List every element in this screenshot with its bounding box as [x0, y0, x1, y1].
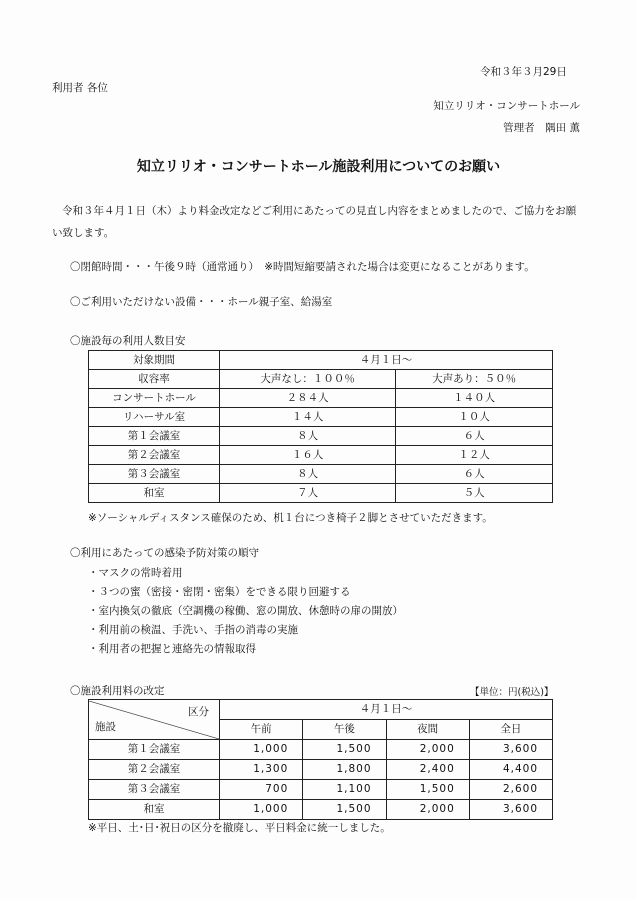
notice-date: 令和３年３月29日 — [480, 66, 567, 78]
capacity-value: ８人 — [220, 465, 396, 484]
fee-corner-cell — [89, 700, 220, 740]
fee-value: 2,000 — [386, 800, 469, 820]
fee-unit: 【単位：円(税込)】 — [470, 687, 554, 698]
rate-no-voice: 大声なし：１００％ — [220, 370, 396, 389]
facility-name: 第１会議室 — [89, 740, 220, 760]
manager-name: 管理者 隅田 薫 — [503, 122, 580, 134]
intro-paragraph: 令和３年４月１日（木）より料金改定などご利用にあたっての見直し内容をまとめましたので、ご協力をお願い致します。 — [52, 205, 577, 239]
table-row — [89, 408, 553, 427]
table-row — [89, 780, 553, 800]
fee-value: 2,600 — [469, 780, 552, 800]
capacity-heading: 〇施設毎の利用人数目安 — [70, 335, 186, 347]
fee-value: 4,400 — [469, 760, 552, 780]
fee-value: 1,000 — [220, 740, 303, 760]
page-title: 知立リリオ・コンサートホール施設利用についてのお願い — [136, 159, 501, 175]
facility-name: コンサートホール — [89, 389, 220, 408]
table-row — [89, 800, 553, 820]
fee-value: 2,400 — [386, 760, 469, 780]
facility-name: 第３会議室 — [89, 780, 220, 800]
rate-label: 収容率 — [89, 370, 220, 389]
list-item: ・利用者の把握と連絡先の情報取得 — [88, 643, 256, 655]
fee-col-morning: 午前 — [220, 720, 303, 740]
table-row — [89, 465, 553, 484]
list-item: ・３つの蜜（密接・密閉・密集）をできる限り回避する — [88, 586, 351, 598]
fee-col-afternoon: 午後 — [303, 720, 386, 740]
facility-name: 和室 — [89, 800, 220, 820]
capacity-value: １２人 — [396, 446, 553, 465]
table-row — [89, 427, 553, 446]
capacity-value: ２８４人 — [220, 389, 396, 408]
facility-name: 第２会議室 — [89, 446, 220, 465]
facility-name: 第１会議室 — [89, 427, 220, 446]
capacity-note: ※ソーシャルディスタンス確保のため、机１台につき椅子２脚とさせていただきます。 — [88, 512, 493, 524]
capacity-value: ６人 — [396, 427, 553, 446]
corner-label-category: 区分 — [188, 705, 209, 718]
corner-label-facility: 施設 — [95, 720, 116, 733]
infection-heading: 〇利用にあたっての感染予防対策の順守 — [70, 547, 259, 559]
unavailable-equipment-line: 〇ご利用いただけない設備・・・ホール親子室、給湯室 — [70, 296, 333, 308]
capacity-value: １６人 — [220, 446, 396, 465]
capacity-col-label: 対象期間 — [89, 351, 220, 370]
capacity-value: ７人 — [220, 484, 396, 503]
fee-value: 700 — [220, 780, 303, 800]
fee-note: ※平日、土･日･祝日の区分を撤廃し、平日料金に統一しました。 — [88, 822, 391, 834]
facility-name: 和室 — [89, 484, 220, 503]
fee-value: 1,000 — [220, 800, 303, 820]
closing-time-line: 〇閉館時間・・・午後９時（通常通り） ※時間短縮要請された場合は変更になることがあります。 — [70, 261, 535, 273]
rate-voice: 大声あり：５０％ — [396, 370, 553, 389]
table-row — [89, 389, 553, 408]
capacity-value: １４０人 — [396, 389, 553, 408]
fee-period: ４月１日〜 — [220, 700, 553, 720]
capacity-value: １０人 — [396, 408, 553, 427]
fee-table — [88, 699, 553, 820]
fee-col-evening: 夜間 — [386, 720, 469, 740]
table-row — [89, 760, 553, 780]
fee-value: 1,500 — [386, 780, 469, 800]
capacity-value: １４人 — [220, 408, 396, 427]
fee-col-fullday: 全日 — [469, 720, 552, 740]
recipients: 利用者 各位 — [52, 82, 108, 94]
capacity-value: ８人 — [220, 427, 396, 446]
fee-value: 1,100 — [303, 780, 386, 800]
list-item: ・マスクの常時着用 — [88, 567, 183, 579]
list-item: ・利用前の検温、手洗い、手指の消毒の実施 — [88, 624, 298, 636]
facility-name: リハーサル室 — [89, 408, 220, 427]
fee-value: 1,300 — [220, 760, 303, 780]
capacity-period: ４月１日〜 — [220, 351, 553, 370]
fee-value: 1,500 — [303, 740, 386, 760]
fee-value: 3,600 — [469, 740, 552, 760]
capacity-value: ５人 — [396, 484, 553, 503]
organization-name: 知立リリオ・コンサートホール — [433, 100, 580, 112]
facility-name: 第３会議室 — [89, 465, 220, 484]
facility-name: 第２会議室 — [89, 760, 220, 780]
fee-value: 2,000 — [386, 740, 469, 760]
list-item: ・室内換気の徹底（空調機の稼働、窓の開放、休憩時の扉の開放） — [88, 605, 403, 617]
table-row — [89, 740, 553, 760]
fee-value: 3,600 — [469, 800, 552, 820]
fee-value: 1,500 — [303, 800, 386, 820]
fee-heading: 〇施設利用料の改定 — [70, 685, 165, 697]
table-row — [89, 446, 553, 465]
infection-list — [88, 564, 403, 659]
fee-value: 1,800 — [303, 760, 386, 780]
capacity-value: ６人 — [396, 465, 553, 484]
capacity-table — [88, 350, 553, 503]
table-row — [89, 484, 553, 503]
